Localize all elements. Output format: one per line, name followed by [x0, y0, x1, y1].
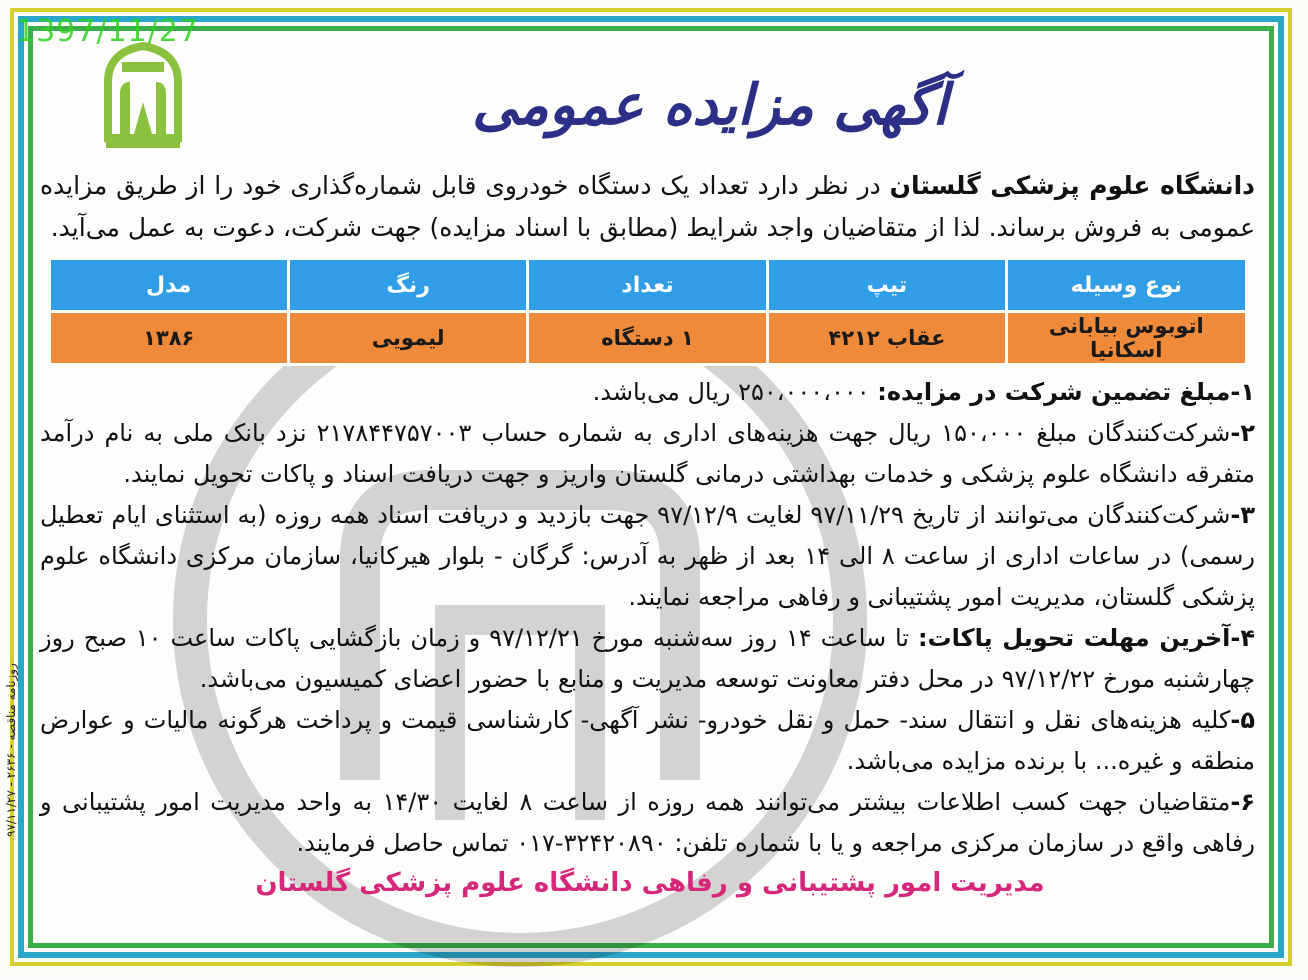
header-count: تعداد — [528, 259, 767, 312]
ad-title: آگهی مزایده عمومی — [472, 72, 948, 138]
clause-bold-lead: آخرین مهلت تحویل پاکات: — [917, 624, 1231, 652]
clause-3 — [40, 495, 1255, 618]
vehicle-table-header-row — [49, 259, 1246, 312]
header-color: رنگ — [288, 259, 527, 312]
header-vehicle-type: نوع وسیله — [1007, 259, 1246, 312]
table-row — [49, 312, 1246, 365]
clause-bold-lead: مبلغ تضمین شرکت در مزایده: — [877, 378, 1231, 406]
clause-number: ۱- — [1230, 378, 1255, 406]
clause-2 — [40, 413, 1255, 495]
clause-text: کلیه هزینه‌های نقل و انتقال سند- حمل و نقل خودرو- نشر آگهی- کارشناسی قیمت و پرداخت هرگونه مالیات و عوارض منطقه و غیره... با برنده مزایده می‌باشد. — [40, 706, 1255, 775]
intro-text: در نظر دارد تعداد یک دستگاه خودروی قابل شماره‌گذاری خود را از طریق مزایده عمومی به فروش برساند. لذا از متقاضیان واجد شرایط (مطابق با اسناد مزایده) جهت شرکت، دعوت به عمل می‌آید. — [40, 171, 1255, 242]
cell-vehicle-type: اتوبوس بیابانی اسکانیا — [1007, 312, 1246, 365]
footer-signature: مدیریت امور پشتیبانی و رفاهی دانشگاه علوم پزشکی گلستان — [255, 868, 1045, 898]
clause-4 — [40, 618, 1255, 700]
newspaper-side-strip: روزنامه مناقصه - ۲۶۳۶ - ۹۷/۱۱/۲۷ — [4, 663, 18, 837]
header-year: مدل — [49, 259, 288, 312]
vehicle-table — [48, 257, 1248, 366]
intro-org-name: دانشگاه علوم پزشکی گلستان — [889, 171, 1255, 200]
ad-content — [40, 165, 1255, 864]
clause-number: ۶- — [1230, 788, 1255, 816]
university-logo-icon — [100, 42, 186, 152]
clause-text: شرکت‌کنندگان مبلغ ۱۵۰،۰۰۰ ریال جهت هزینه‌های اداری به شماره حساب ۲۱۷۸۴۴۷۵۷۰۰۳ نزد بانک ملی به نام درآمد متفرقه دانشگاه علوم پزشکی و خدمات بهداشتی درمانی گلستان واریز و جهت دریافت اسناد و پاکات تحویل نمایند. — [40, 419, 1255, 488]
cell-color: لیمویی — [288, 312, 527, 365]
header-model-type: تیپ — [767, 259, 1006, 312]
date-stamp: 1397/11/27 — [16, 14, 199, 49]
clause-text: تا ساعت ۱۴ روز سه‌شنبه مورخ ۹۷/۱۲/۲۱ و زمان بازگشایی پاکات ساعت ۱۰ صبح روز چهارشنبه مورخ ۹۷/۱۲/۲۲ در محل دفتر معاونت توسعه مدیریت و منابع با حضور اعضای کمیسیون می‌باشد. — [40, 624, 1255, 693]
clause-text: ۲۵۰،۰۰۰،۰۰۰ ریال می‌باشد. — [592, 378, 878, 406]
clause-text: متقاضیان جهت کسب اطلاعات بیشتر می‌توانند همه روزه از ساعت ۸ لغایت ۱۴/۳۰ به واحد مدیریت امور پشتیبانی و رفاهی واقع در سازمان مرکزی مراجعه و یا با شماره تلفن: ۳۲۴۲۰۸۹۰-۰۱۷ تماس حاصل فرمایند. — [40, 788, 1255, 857]
clause-number: ۵- — [1230, 706, 1255, 734]
cell-count: ۱ دستگاه — [528, 312, 767, 365]
clause-list — [40, 372, 1255, 864]
clause-text: شرکت‌کنندگان می‌توانند از تاریخ ۹۷/۱۱/۲۹ لغایت ۹۷/۱۲/۹ جهت بازدید و دریافت اسناد همه روزه (به استثنای ایام تعطیل رسمی) در ساعات اداری از ساعت ۸ الی ۱۴ بعد از ظهر به آدرس: گرگان - بلوار هیرکانیا، سازمان مرکزی دانشگاه علوم پزشکی گلستان، مدیریت امور پشتیبانی و رفاهی مراجعه نمایند. — [40, 501, 1256, 611]
cell-model-type: عقاب ۴۲۱۲ — [767, 312, 1006, 365]
clause-5 — [40, 700, 1255, 782]
intro-paragraph — [40, 165, 1255, 249]
clause-1 — [40, 372, 1255, 413]
clause-number: ۳- — [1230, 501, 1255, 529]
clause-number: ۴- — [1230, 624, 1256, 652]
clause-number: ۲- — [1230, 419, 1256, 447]
cell-year: ۱۳۸۶ — [49, 312, 288, 365]
clause-6 — [40, 782, 1255, 864]
